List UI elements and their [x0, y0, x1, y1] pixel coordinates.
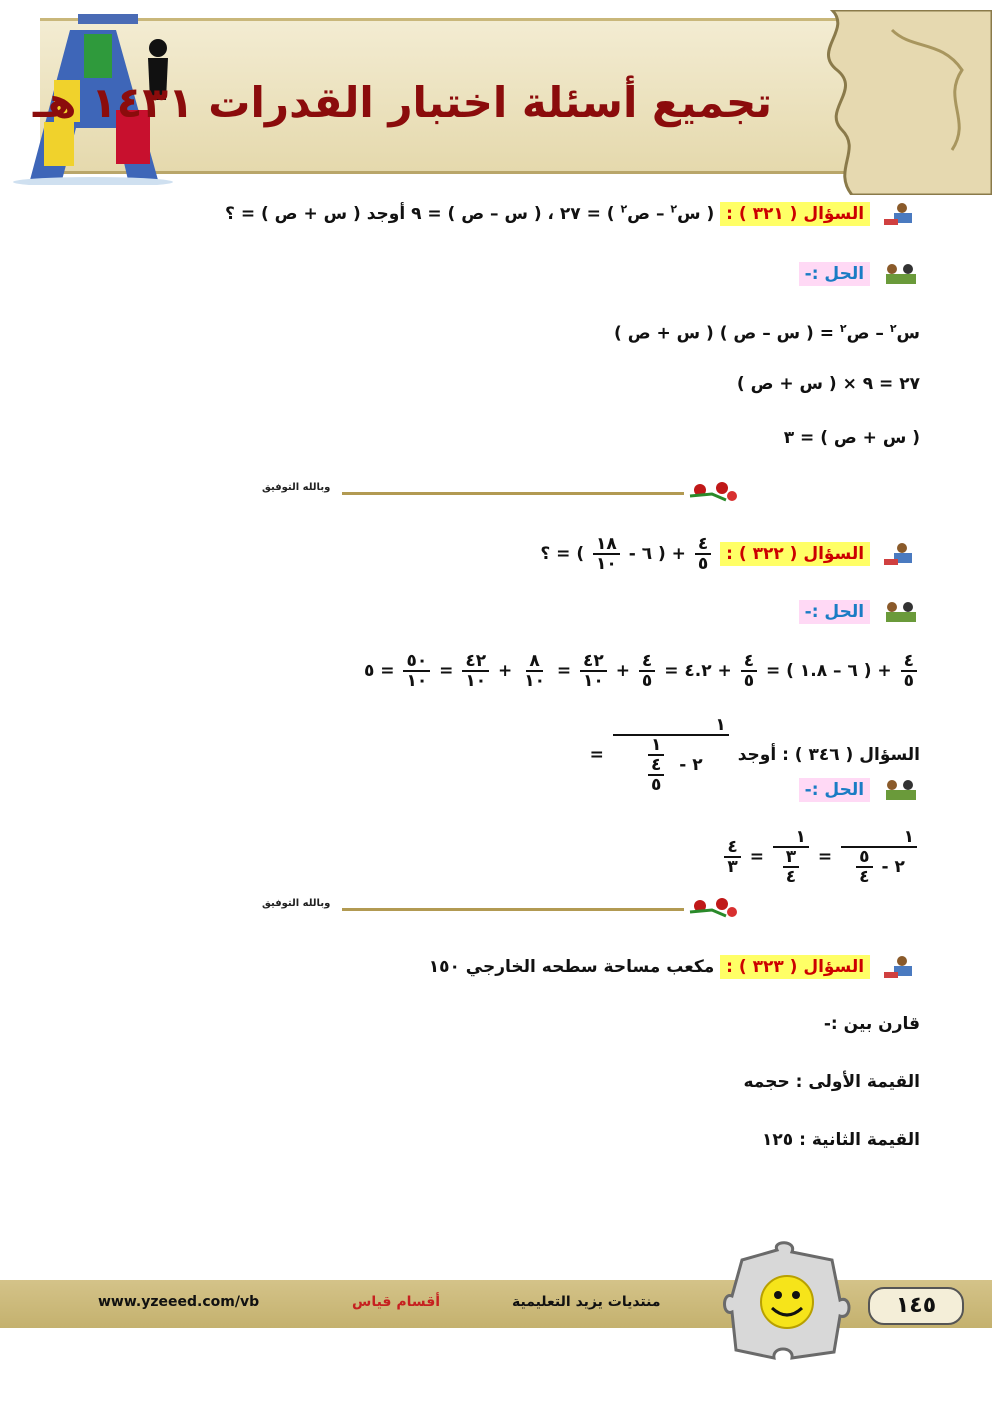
question-321 — [225, 202, 920, 226]
students-icon — [880, 778, 920, 802]
footer-section: أقسام قياس — [352, 1294, 441, 1310]
students-icon — [880, 262, 920, 286]
divider-line — [342, 908, 684, 911]
solution-322: $\frac{٤}{٥}$ + ( ٦ – ١.٨ ) = $\frac{٤}{٥}$ + ٤.٢ = $\frac{٤}{٥}$ + $\frac{٤٢}{١٠}$ = $\frac{٨}{١٠}$ + $\frac{٤٢}{١٠}$ = $\frac{٥٠}{١٠}$ = ٥ — [364, 652, 920, 690]
students-icon — [880, 600, 920, 624]
solution-label: الحل :- — [799, 778, 870, 802]
solution-label: الحل :- — [799, 600, 870, 624]
solution-346: ١ ٢ - $\frac{٥}{٤}$ = $\frac{١}{\frac{٣}{٤}}$ = $\frac{٤}{٣}$ — [721, 828, 920, 886]
header-banner — [0, 10, 992, 190]
divider-text: وبالله التوفيق — [262, 898, 331, 909]
solution-header-346 — [799, 778, 920, 802]
page-number: ١٤٥ — [868, 1287, 964, 1325]
question-label: السؤال ( ٣٢١ ) : — [720, 202, 870, 226]
question-text: ( س$^٢$ – ص$^٢$ ) = ٢٧ ، ( س – ص ) = ٩ أوجد ( س + ص ) = ؟ — [225, 202, 715, 224]
roses-icon — [686, 894, 742, 922]
divider-line — [342, 492, 684, 495]
question-323 — [429, 955, 920, 979]
compare-label: قارن بين :- — [823, 1014, 920, 1034]
question-346: السؤال ( ٣٤٦ ) : أوجد ١ ٢ - $\frac{١}{\frac{٤}{٥}}$ = — [589, 715, 920, 795]
value-two: القيمة الثانية : ١٢٥ — [762, 1130, 920, 1150]
divider-text: وبالله التوفيق — [262, 482, 331, 493]
divider — [262, 478, 742, 508]
question-expression: $\frac{٤}{٥}$ + ( ٦ - $\frac{١٨}{١٠}$ ) = ؟ — [540, 544, 714, 564]
smiley-puzzle-icon — [722, 1240, 852, 1362]
footer-forum-name: منتديات يزيد التعليمية — [512, 1294, 661, 1310]
nested-fraction: ١ ٢ - $\frac{١}{\frac{٤}{٥}}$ — [613, 716, 729, 794]
question-322 — [540, 535, 920, 573]
page-title: تجميع أسئلة اختبار القدرات ١٤٣١ هـ — [33, 78, 772, 127]
solution-header-321 — [799, 262, 920, 286]
student-reading-icon — [880, 542, 920, 566]
question-label: السؤال ( ٣٤٦ ) : أوجد — [737, 745, 920, 765]
footer-url[interactable]: www.yzeeed.com/vb — [98, 1294, 260, 1310]
student-reading-icon — [880, 202, 920, 226]
step-2: ٢٧ = ٩ × ( س + ص ) — [736, 374, 920, 394]
puzzle-piece-decoration — [792, 10, 992, 195]
solution-label: الحل :- — [799, 262, 870, 286]
roses-icon — [686, 478, 742, 506]
question-text: مكعب مساحة سطحه الخارجي ١٥٠ — [428, 957, 715, 977]
student-reading-icon — [880, 955, 920, 979]
step-1: س$^٢$ – ص$^٢$ = ( س – ص ) ( س + ص ) — [614, 322, 920, 344]
question-label: السؤال ( ٣٢٢ ) : — [720, 542, 870, 566]
step-3: ( س + ص ) = ٣ — [783, 428, 920, 448]
solution-header-322 — [799, 600, 920, 624]
question-label: السؤال ( ٣٢٣ ) : — [720, 955, 870, 979]
value-one: القيمة الأولى : حجمه — [743, 1072, 920, 1092]
divider — [262, 894, 742, 924]
